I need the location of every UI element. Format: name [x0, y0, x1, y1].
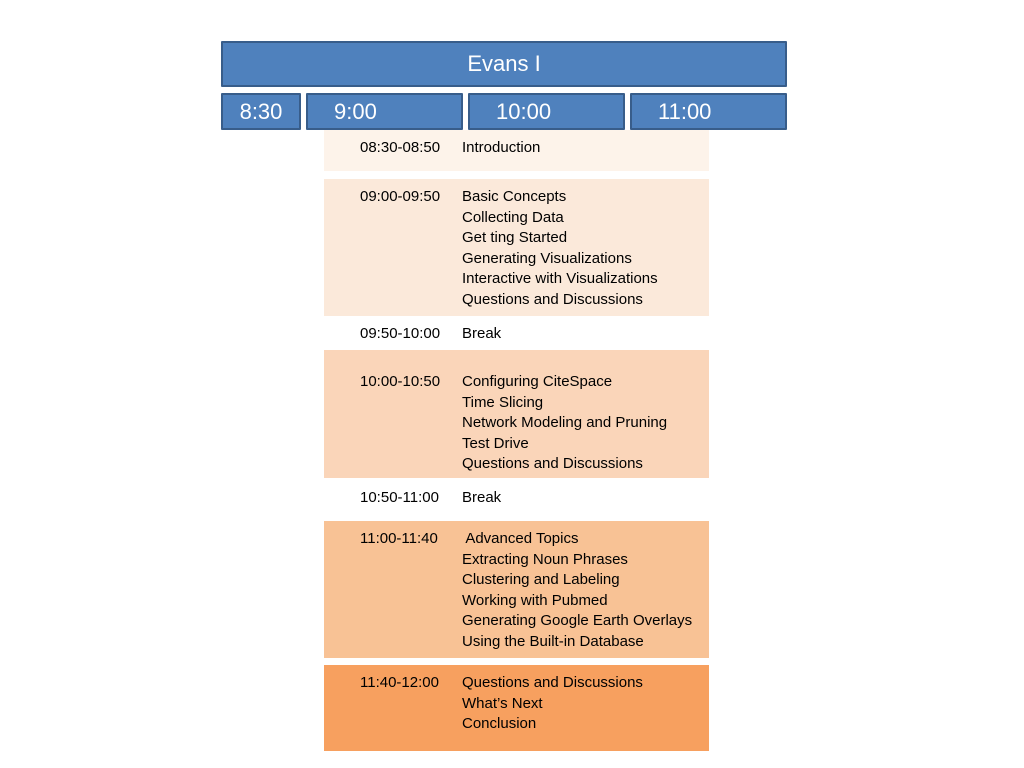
session-topic: Time Slicing: [462, 393, 544, 411]
session-topics: [462, 324, 501, 345]
session-time: 09:00-09:50: [360, 188, 441, 205]
session-topic: What’s Next: [462, 694, 543, 712]
session-topic: Basic Concepts: [462, 188, 567, 205]
session-topic: Questions and Discussions: [462, 455, 643, 472]
session-topic: Extracting Noun Phrases: [462, 550, 628, 568]
session-time: 08:30-08:50: [360, 139, 441, 156]
room-title-bar: [221, 41, 787, 87]
time-header-0900: [306, 93, 463, 130]
session-topic: Generating Visualizations: [462, 249, 632, 267]
session-topic: Generating Google Earth Overlays: [462, 612, 693, 629]
session-topic: Working with Pubmed: [462, 591, 608, 609]
session-topics: [462, 372, 667, 475]
session-topic: Get ting Started: [462, 229, 568, 246]
room-title: Evans I: [467, 51, 541, 76]
session-time: 10:00-10:50: [360, 373, 441, 390]
session-topic: Configuring CiteSpace: [462, 373, 613, 390]
session-topic: Test Drive: [462, 434, 529, 452]
schedule-block: [324, 130, 709, 171]
session-topics: [462, 488, 501, 509]
session-topics: [462, 187, 658, 310]
session-time: 09:50-10:00: [360, 325, 441, 342]
session-topic: Advanced Topics: [462, 530, 579, 547]
session-topic: Introduction: [462, 139, 541, 156]
session-topic: Using the Built-in Database: [462, 632, 644, 650]
session-topic: Conclusion: [462, 715, 537, 732]
session-topic: Network Modeling and Pruning: [462, 414, 668, 431]
time-label: 10:00: [496, 98, 552, 124]
session-time: 10:50-11:00: [360, 489, 439, 506]
schedule-block: [324, 478, 709, 521]
time-header-0830: [221, 93, 301, 130]
session-topics: [462, 529, 692, 652]
session-time: 11:00-11:40: [360, 530, 438, 547]
session-topic: Questions and Discussions: [462, 290, 643, 308]
session-topic: Clustering and Labeling: [462, 571, 620, 588]
session-topics: [462, 138, 540, 159]
time-label: 11:00: [658, 98, 712, 124]
schedule-block: [324, 521, 709, 658]
schedule-block: [324, 179, 709, 316]
session-topic: Questions and Discussions: [462, 674, 643, 691]
schedule-block: [324, 665, 709, 751]
session-topic: Collecting Data: [462, 208, 564, 226]
session-topic: Break: [462, 325, 502, 342]
time-header-1100: [630, 93, 787, 130]
session-topic: Break: [462, 489, 502, 506]
schedule-block: [324, 350, 709, 478]
schedule-block: [324, 316, 709, 350]
time-label: 8:30: [239, 98, 283, 124]
time-header-1000: [468, 93, 625, 130]
session-topic: Interactive with Visualizations: [462, 270, 658, 287]
session-topics: [462, 673, 643, 735]
time-label: 9:00: [334, 98, 377, 124]
session-time: 11:40-12:00: [360, 674, 439, 691]
